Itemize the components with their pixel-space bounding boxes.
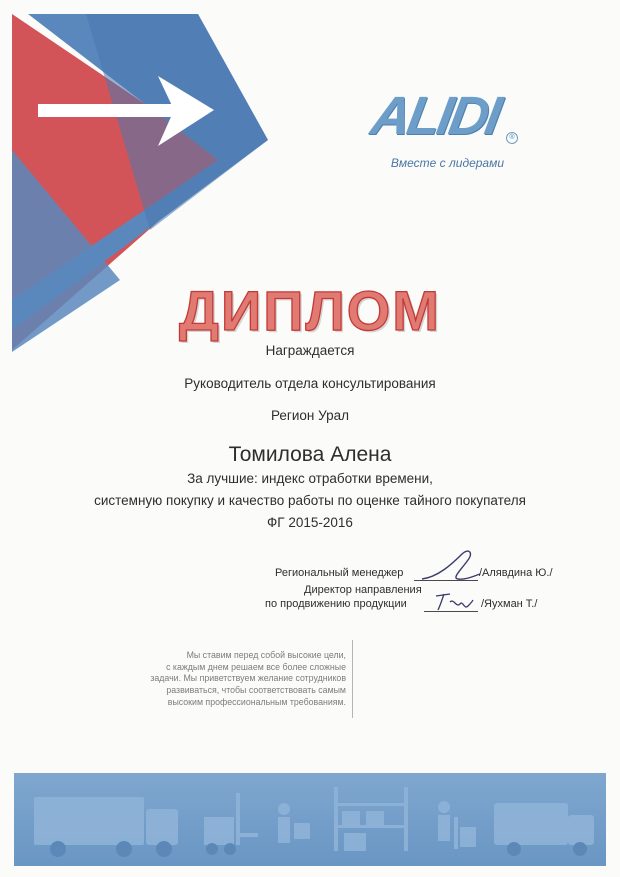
company-motto — [118, 650, 346, 709]
director-name: /Яухман Т./ — [481, 598, 538, 610]
director-label-line-1: Директор направления — [304, 584, 422, 596]
forklift-icon — [204, 793, 258, 855]
warehouse-shelves-icon — [334, 787, 408, 851]
recipient-region: Регион Урал — [271, 408, 349, 423]
motto-divider — [352, 640, 353, 718]
logistics-illustration — [14, 773, 606, 866]
award-reason-line-1: За лучшие: индекс отработки времени, — [187, 471, 433, 486]
worker-icon — [278, 803, 310, 843]
motto-line: задачи. Мы приветствуем желание сотрудников — [150, 673, 346, 684]
regional-manager-label: Региональный менеджер — [275, 567, 404, 579]
recipient-name: Томилова Алена — [228, 443, 392, 466]
registered-mark: ® — [506, 132, 518, 144]
regional-manager-name: /Алявдина Ю./ — [479, 567, 553, 579]
motto-line: развиваться, чтобы соответствовать самым — [166, 685, 346, 696]
recipient-position: Руководитель отдела консультирования — [184, 376, 436, 391]
motto-line: высоким профессиональным требованиям. — [167, 696, 346, 707]
award-period: ФГ 2015-2016 — [267, 515, 353, 530]
logo-tagline: Вместе с лидерами — [390, 156, 504, 170]
awarded-label: Награждается — [265, 343, 355, 358]
director-signature — [432, 588, 474, 614]
company-logo — [366, 86, 522, 176]
hand-truck-icon — [438, 801, 476, 849]
logistics-footer-banner — [14, 773, 606, 866]
award-reason-line-2: системную покупку и качество работы по оценке тайного покупателя — [94, 493, 526, 508]
diploma-title: ДИПЛОМ — [179, 279, 441, 342]
logo-wordmark: ALIDI — [366, 86, 504, 146]
regional-manager-signature — [418, 546, 484, 584]
motto-line: Мы ставим перед собой высокие цели, — [186, 650, 346, 660]
motto-line: с каждым днем решаем все более сложные — [166, 661, 346, 672]
truck-icon — [34, 797, 178, 857]
director-label-line-2: по продвижению продукции — [265, 598, 407, 610]
delivery-van-icon — [494, 803, 594, 856]
